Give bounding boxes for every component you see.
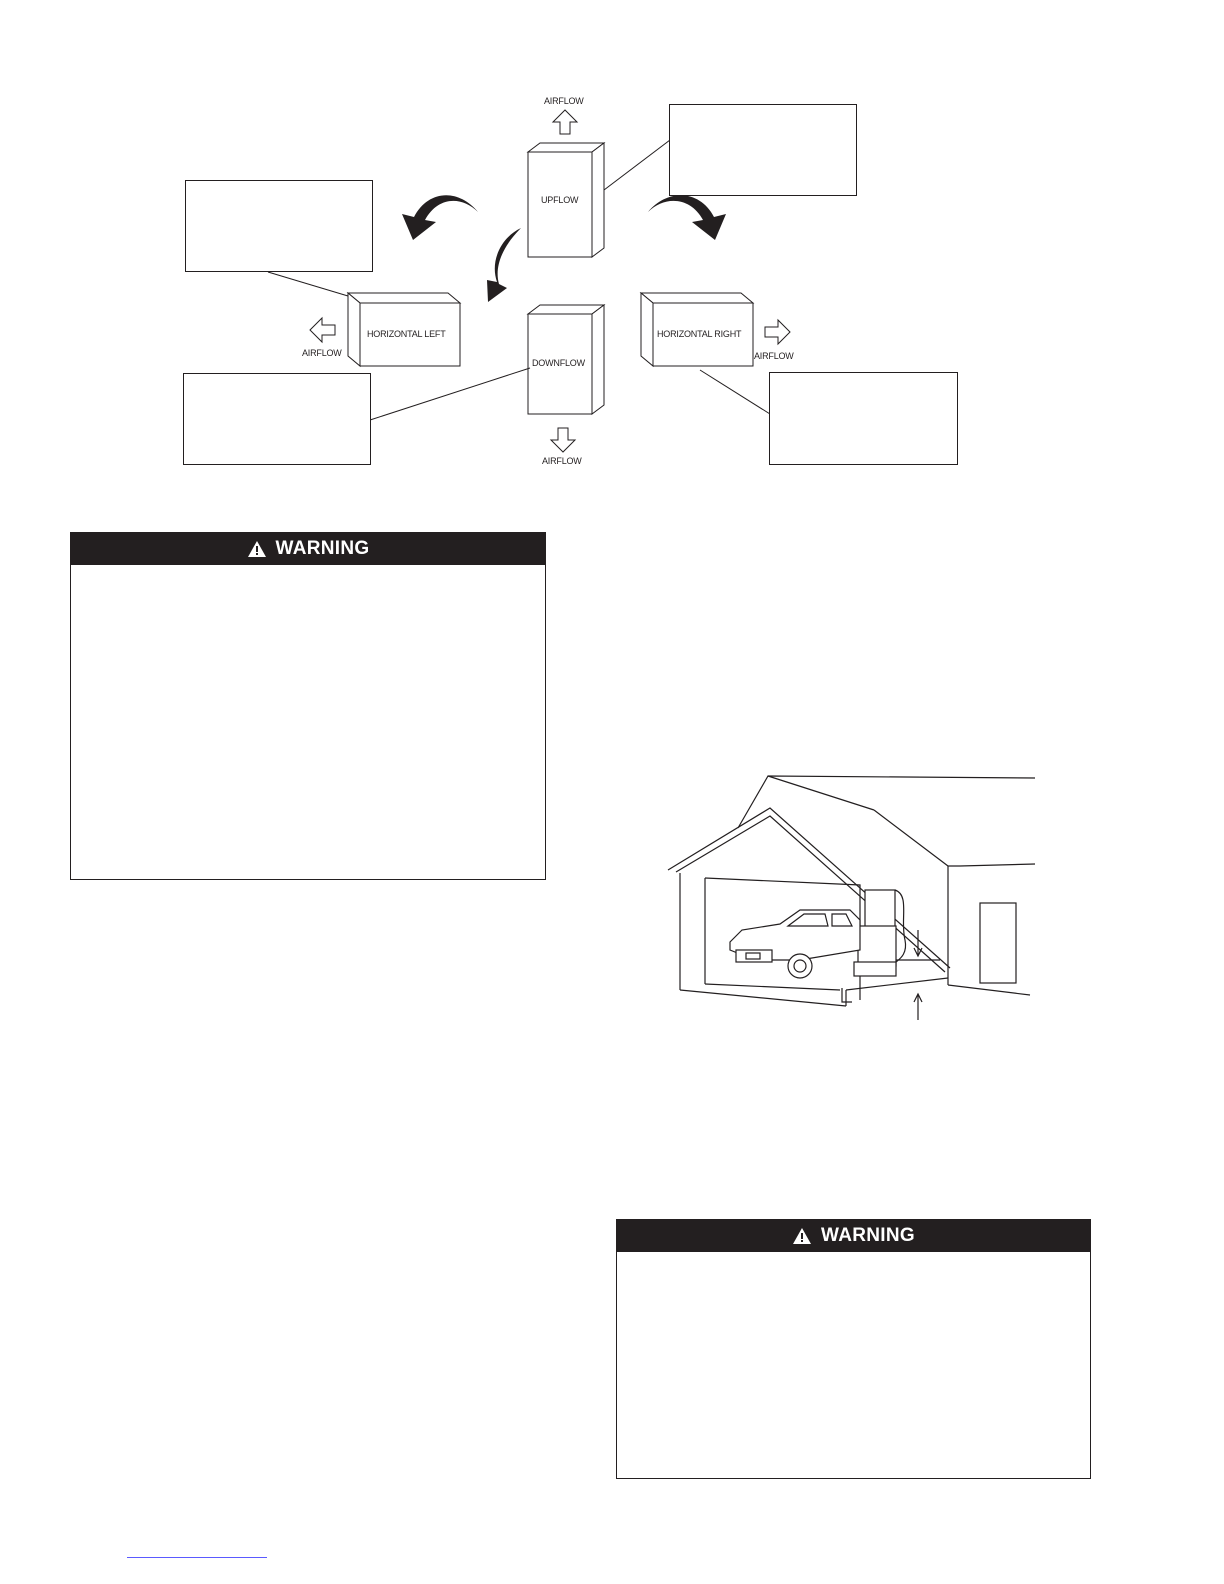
downflow-label: DOWNFLOW — [532, 358, 585, 368]
callout-downflow — [183, 373, 371, 465]
warning-header — [71, 533, 545, 565]
upflow-label: UPFLOW — [541, 195, 579, 205]
warning-box-1 — [70, 532, 546, 880]
callout-upflow — [669, 104, 857, 196]
rotate-left-arrow — [402, 195, 478, 240]
rotate-down-arrow — [487, 228, 521, 302]
warning-title: WARNING — [275, 538, 370, 559]
footer-rule — [127, 1557, 267, 1558]
airflow-bottom-label: AIRFLOW — [542, 456, 582, 466]
warning-box-2 — [616, 1219, 1091, 1479]
warning-title: WARNING — [821, 1225, 915, 1246]
warning-triangle-icon — [247, 540, 267, 558]
airflow-right-arrow — [765, 320, 790, 344]
airflow-left-arrow — [310, 318, 335, 342]
horizontal-left-label: HORIZONTAL LEFT — [367, 329, 446, 339]
callout-horizontal-left — [185, 180, 373, 272]
airflow-up-arrow — [553, 110, 577, 134]
airflow-down-arrow — [551, 428, 575, 452]
warning-triangle-icon — [792, 1227, 812, 1245]
callout-horizontal-right — [769, 372, 958, 465]
horizontal-right-label: HORIZONTAL RIGHT — [657, 329, 742, 339]
garage-installation-illustration — [660, 770, 1040, 1030]
airflow-top-label: AIRFLOW — [544, 96, 584, 106]
rotate-right-arrow — [648, 195, 726, 240]
airflow-left-label: AIRFLOW — [302, 348, 342, 358]
airflow-right-label: AIRFLOW — [754, 351, 794, 361]
warning-header — [617, 1220, 1090, 1252]
